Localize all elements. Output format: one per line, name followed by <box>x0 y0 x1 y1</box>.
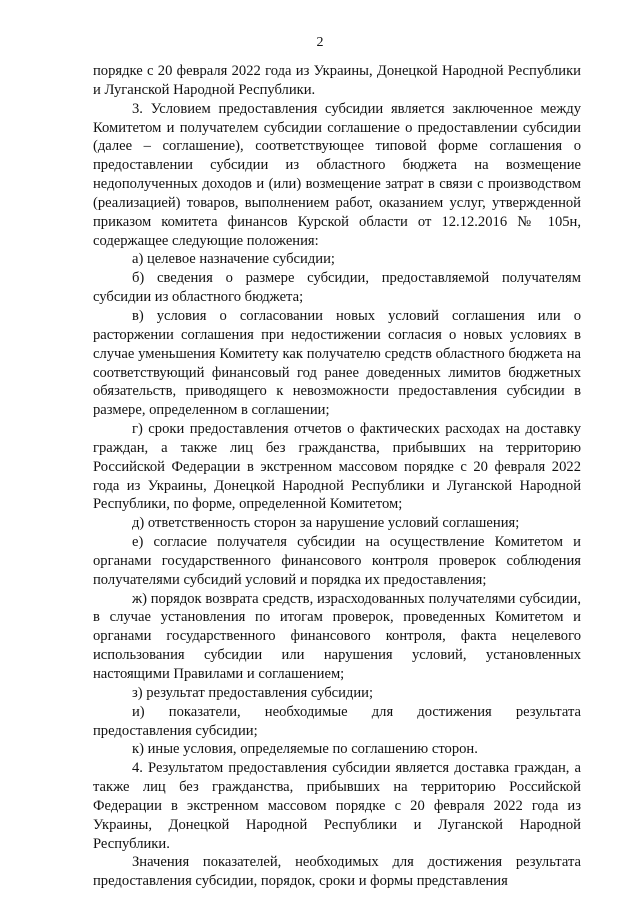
paragraph: а) целевое назначение субсидии; <box>132 251 335 268</box>
paragraph: порядке с 20 февраля 2022 года из Украины, Донецкой Народной Республики и Луганской Народной Республики. <box>93 63 581 98</box>
paragraph: 3. Условием предоставления субсидии является заключенное между Комитетом и получателем субсидии соглашение о предоставлении субсидии (далее – соглашение), соответствующее типовой форме соглашения о предоставлении субсидии из областного бюджета на возмещение недополученных доходов и (или) возмещение затрат в связи с производством (реализацией) товаров, выполнением работ, оказанием услуг, утвержденной приказом комитета финансов Курской области от 12.12.2016 № 105н, содержащее следующие положения: <box>93 100 581 249</box>
paragraph: Значения показателей, необходимых для достижения результата предоставления субсидии, порядок, сроки и формы представления <box>93 854 581 890</box>
paragraph: в) условия о согласовании новых условий соглашения или о расторжении соглашения при недостижении согласия о новых условиях в случае уменьшения Комитету как получателю средств областного бюджета на соответствующий финансовый год ранее доведенных лимитов бюджетных обязательств, приводящего к невозможности предоставления субсидии в размере, определенном в соглашении; <box>93 307 581 419</box>
paragraph: г) сроки предоставления отчетов о фактических расходах на доставку граждан, а также лиц без гражданства, прибывших на территорию Российской Федерации в экстренном массовом порядке с 20 февраля 2022 года из Украины, Донецкой Народной Республики и Луганской Народной Республики, по форме, определенной Комитетом; <box>93 421 581 513</box>
paragraph: ж) порядок возврата средств, израсходованных получателями субсидии, в случае установления по итогам проверок, проведенных Комитетом и органами государственного финансового контроля, факта нецелевого использования субсидии или нарушения условий, установленных настоящими Правилами и соглашением; <box>93 590 581 682</box>
paragraph: з) результат предоставления субсидии; <box>132 684 374 701</box>
document-body <box>93 62 581 891</box>
paragraph: д) ответственность сторон за нарушение условий соглашения; <box>132 515 520 532</box>
paragraph: к) иные условия, определяемые по соглашению сторон. <box>132 741 478 758</box>
paragraph: е) согласие получателя субсидии на осуществление Комитетом и органами государственного финансового контроля проверок соблюдения получателями субсидий условий и порядка их предоставления; <box>93 534 581 588</box>
paragraph: 4. Результатом предоставления субсидии является доставка граждан, а также лиц без гражданства, прибывших на территорию Российской Федерации в экстренном массовом порядке с 20 февраля 2022 года из Украины, Донецкой Народной Республики и Луганской Народной Республики. <box>93 760 581 852</box>
page-number: 2 <box>316 35 324 50</box>
paragraph: б) сведения о размере субсидии, предоставляемой получателям субсидии из областного бюджета; <box>93 270 581 306</box>
paragraph: и) показатели, необходимые для достижения результата предоставления субсидии; <box>93 703 581 739</box>
